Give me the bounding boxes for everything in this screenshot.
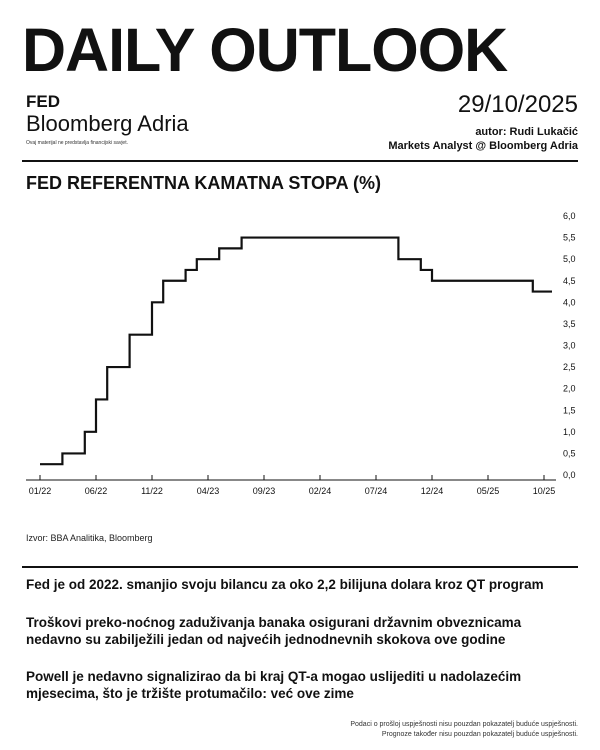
x-tick-label: 02/24 [308, 486, 332, 496]
y-tick-label: 2,0 [563, 383, 576, 394]
x-tick-label: 04/23 [196, 486, 220, 496]
y-tick-label: 3,0 [563, 340, 576, 351]
y-tick-label: 4,5 [563, 275, 576, 286]
footer-note: Podaci o prošloj uspješnosti nisu pouzdan pokazatelj buduće uspješnosti. [350, 721, 578, 728]
disclaimer-text: Ovaj materijal ne predstavlja financijski savjet. [26, 140, 128, 146]
chart-title: FED REFERENTNA KAMATNA STOPA (%) [26, 173, 381, 193]
x-tick-label: 10/25 [532, 486, 556, 496]
key-point: Troškovi preko-noćnog zaduživanja banaka osigurani državnim obveznicama nedavno su zabilježili jedan od najvećih jednodnevnih skokova ove godine [26, 615, 522, 647]
chart-divider [22, 566, 578, 568]
y-tick-label: 4,0 [563, 297, 576, 308]
y-tick-label: 3,5 [563, 318, 576, 329]
y-tick-label: 6,0 [563, 211, 576, 221]
y-tick-label: 0,0 [563, 470, 576, 480]
source-note: Izvor: BBA Analitika, Bloomberg [26, 533, 153, 543]
footer-note: Prognoze također nisu pouzdan pokazatelj buduće uspješnosti. [381, 731, 578, 738]
x-tick-label: 11/22 [141, 486, 163, 496]
section-label: FED [26, 92, 60, 111]
y-tick-label: 5,0 [563, 254, 576, 265]
y-tick-label: 5,5 [563, 232, 576, 243]
x-tick-label: 06/22 [84, 486, 108, 496]
y-tick-label: 1,5 [563, 405, 576, 416]
key-point: Fed je od 2022. smanjio svoju bilancu za oko 2,2 bilijuna dolara kroz QT program [26, 577, 544, 592]
x-tick-label: 09/23 [252, 486, 276, 496]
y-tick-label: 1,0 [563, 426, 576, 437]
x-tick-label: 01/22 [28, 486, 52, 496]
x-axis [26, 475, 556, 496]
x-tick-label: 12/24 [420, 486, 444, 496]
series-group [40, 238, 552, 465]
y-tick-label: 2,5 [563, 362, 576, 373]
author-name: autor: Rudi Lukačić [475, 126, 578, 138]
x-tick-label: 07/24 [364, 486, 388, 496]
key-point: Powell je nedavno signalizirao da bi kraj QT-a mogao uslijediti u nadolazećim mjesecima, što je tržište protumačilo: već ove zime [26, 669, 522, 701]
rate-chart [0, 200, 600, 500]
brand-name: Bloomberg Adria [26, 111, 189, 136]
x-tick-label: 05/25 [476, 486, 500, 496]
page-title: DAILY OUTLOOK [22, 16, 508, 84]
y-axis [563, 211, 576, 480]
y-tick-label: 0,5 [563, 448, 576, 459]
rate-step-line [40, 238, 552, 465]
header-divider [22, 160, 578, 162]
author-role: Markets Analyst @ Bloomberg Adria [388, 140, 578, 152]
report-date: 29/10/2025 [457, 91, 578, 118]
